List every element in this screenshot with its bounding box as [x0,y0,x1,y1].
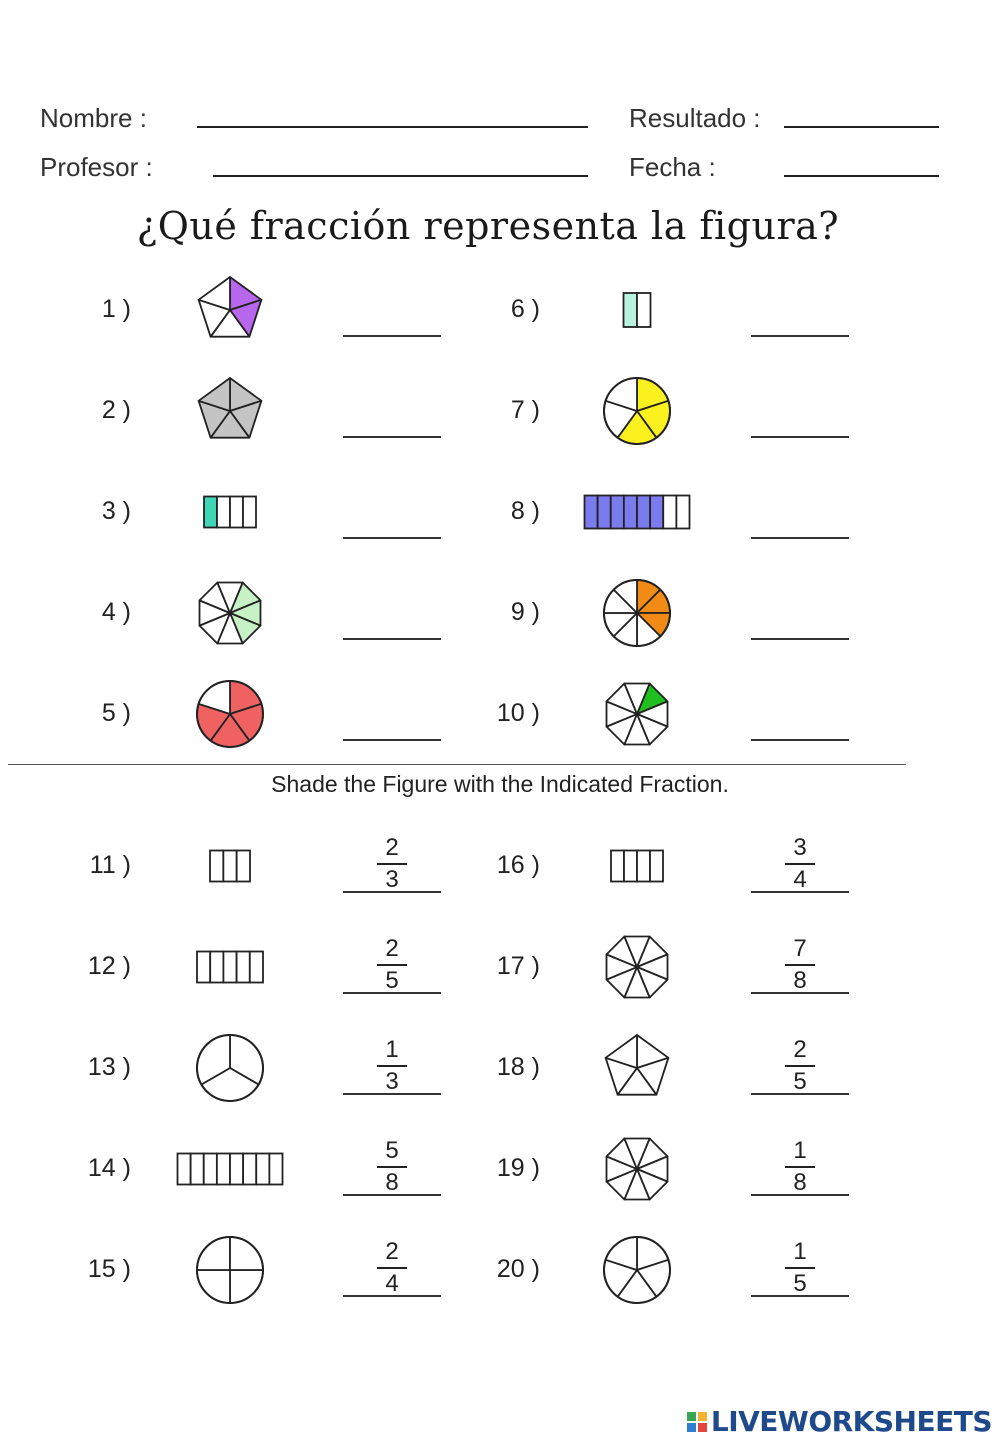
fraction-denominator: 5 [385,967,399,994]
fraction-figure-5[interactable] [170,674,290,754]
question-number: 9 ) [510,598,540,626]
fraction-figure-7[interactable] [577,371,697,451]
page-title: ¿Qué fracción representa la figura? [136,204,840,248]
fraction-denominator: 4 [793,866,807,893]
bar-cell[interactable] [243,1154,256,1185]
fraction-figure-13[interactable] [170,1028,290,1108]
question-number: 19 ) [496,1154,540,1182]
bar-cell[interactable] [585,496,598,529]
fraction-numerator: 3 [793,834,807,861]
question-number: 12 ) [87,952,131,980]
bar-cell[interactable] [650,496,663,529]
target-fraction [751,1237,849,1299]
answer-input-line[interactable] [343,638,441,640]
question-number: 3 ) [101,497,131,525]
question-number: 17 ) [496,952,540,980]
question-number: 1 ) [101,295,131,323]
fraction-numerator: 2 [793,1036,807,1063]
bar-cell[interactable] [223,851,236,882]
answer-line [751,992,849,994]
fraction-figure-14[interactable] [170,1129,290,1209]
result-label: Resultado : [629,103,761,133]
question-number: 8 ) [510,497,540,525]
bar-cell[interactable] [237,851,250,882]
bar-cell[interactable] [676,496,689,529]
question-number: 20 ) [496,1255,540,1283]
target-fraction [343,833,441,895]
bar-cell[interactable] [230,1154,243,1185]
fraction-numerator: 1 [385,1036,399,1063]
fraction-denominator: 8 [793,967,807,994]
target-fraction [343,1136,441,1198]
fraction-numerator: 2 [385,1238,399,1265]
target-fraction [343,1035,441,1097]
fraction-figure-16[interactable] [577,826,697,906]
fraction-numerator: 5 [385,1137,399,1164]
question-number: 14 ) [87,1154,131,1182]
fraction-figure-2[interactable] [170,371,290,451]
answer-input-line[interactable] [751,436,849,438]
target-fraction [751,934,849,996]
answer-line [343,1295,441,1297]
fraction-figure-9[interactable] [577,573,697,653]
bar-cell[interactable] [178,1154,191,1185]
fraction-figure-3[interactable] [170,472,290,552]
bar-cell[interactable] [210,952,223,983]
question-number: 4 ) [101,598,131,626]
teacher-label: Profesor : [40,152,153,182]
bar-cell[interactable] [223,952,236,983]
bar-cell[interactable] [624,851,637,882]
fraction-numerator: 1 [793,1238,807,1265]
question-number: 7 ) [510,396,540,424]
result-input-line[interactable] [784,126,939,128]
target-fraction [751,1136,849,1198]
answer-line [343,992,441,994]
section-2-title: Shade the Figure with the Indicated Fraction. [271,771,729,797]
bar-cell[interactable] [191,1154,204,1185]
bar-cell[interactable] [637,496,650,529]
question-number: 15 ) [87,1255,131,1283]
fraction-denominator: 5 [793,1270,807,1297]
bar-cell[interactable] [210,851,223,882]
bar-cell[interactable] [598,496,611,529]
answer-input-line[interactable] [751,335,849,337]
fraction-numerator: 2 [385,834,399,861]
question-number: 10 ) [496,699,540,727]
bar-cell[interactable] [624,496,637,529]
bar-cell[interactable] [204,1154,217,1185]
bar-cell[interactable] [637,851,650,882]
answer-line [751,891,849,893]
name-label: Nombre : [40,103,147,133]
question-number: 11 ) [89,851,131,879]
date-input-line[interactable] [784,175,939,177]
fraction-denominator: 8 [793,1169,807,1196]
fraction-figure-20[interactable] [577,1230,697,1310]
bar-cell[interactable] [624,293,638,327]
date-label: Fecha : [629,152,716,182]
bar-cell[interactable] [243,497,256,528]
fraction-denominator: 3 [385,866,399,893]
fraction-figure-1[interactable] [170,270,290,350]
bar-cell[interactable] [217,497,230,528]
fraction-figure-10[interactable] [577,674,697,754]
answer-input-line[interactable] [343,537,441,539]
brand-mark-square [698,1423,707,1432]
bar-cell[interactable] [250,952,263,983]
bar-cell[interactable] [650,851,663,882]
fraction-numerator: 7 [793,935,807,962]
fraction-numerator: 1 [793,1137,807,1164]
answer-input-line[interactable] [343,335,441,337]
bar-cell[interactable] [611,851,624,882]
fraction-figure-8[interactable] [577,472,697,552]
fraction-denominator: 5 [793,1068,807,1095]
bar-cell[interactable] [204,497,217,528]
brand-mark-square [698,1412,707,1421]
answer-input-line[interactable] [751,537,849,539]
answer-line [751,1295,849,1297]
question-number: 6 ) [510,295,540,323]
answer-line [343,1194,441,1196]
bar-cell[interactable] [663,496,676,529]
answer-input-line[interactable] [751,638,849,640]
question-number: 16 ) [496,851,540,879]
fraction-figure-4[interactable] [170,573,290,653]
fraction-figure-18[interactable] [577,1028,697,1108]
teacher-input-line[interactable] [213,175,588,177]
brand-mark-square [687,1423,696,1432]
target-fraction [751,833,849,895]
fraction-figure-12[interactable] [170,927,290,1007]
bar-cell[interactable] [197,952,210,983]
fraction-denominator: 8 [385,1169,399,1196]
brand-mark-square [687,1412,696,1421]
fraction-figure-19[interactable] [577,1129,697,1209]
question-number: 18 ) [496,1053,540,1081]
answer-input-line[interactable] [343,436,441,438]
answer-line [751,1194,849,1196]
bar-cell[interactable] [269,1154,282,1185]
brand-mark-icon [687,1412,707,1432]
brand-text: LIVEWORKSHEETS [710,1405,992,1438]
name-input-line[interactable] [197,126,588,128]
answer-input-line[interactable] [343,739,441,741]
question-number: 13 ) [87,1053,131,1081]
target-fraction [343,934,441,996]
answer-line [343,1093,441,1095]
bar-cell[interactable] [217,1154,230,1185]
bar-cell[interactable] [230,497,243,528]
fraction-figure-11[interactable] [170,826,290,906]
fraction-denominator: 3 [385,1068,399,1095]
answer-line [343,891,441,893]
fraction-numerator: 2 [385,935,399,962]
answer-line [751,1093,849,1095]
bar-cell[interactable] [256,1154,269,1185]
fraction-figure-17[interactable] [577,927,697,1007]
fraction-figure-15[interactable] [170,1230,290,1310]
bar-cell[interactable] [237,952,250,983]
brand-logo [687,1405,992,1438]
bar-cell[interactable] [611,496,624,529]
question-number: 5 ) [101,699,131,727]
answer-input-line[interactable] [751,739,849,741]
section-divider [8,764,906,765]
fraction-figure-6[interactable] [577,270,697,350]
target-fraction [751,1035,849,1097]
question-number: 2 ) [101,396,131,424]
bar-cell[interactable] [637,293,651,327]
fraction-denominator: 4 [385,1270,399,1297]
target-fraction [343,1237,441,1299]
